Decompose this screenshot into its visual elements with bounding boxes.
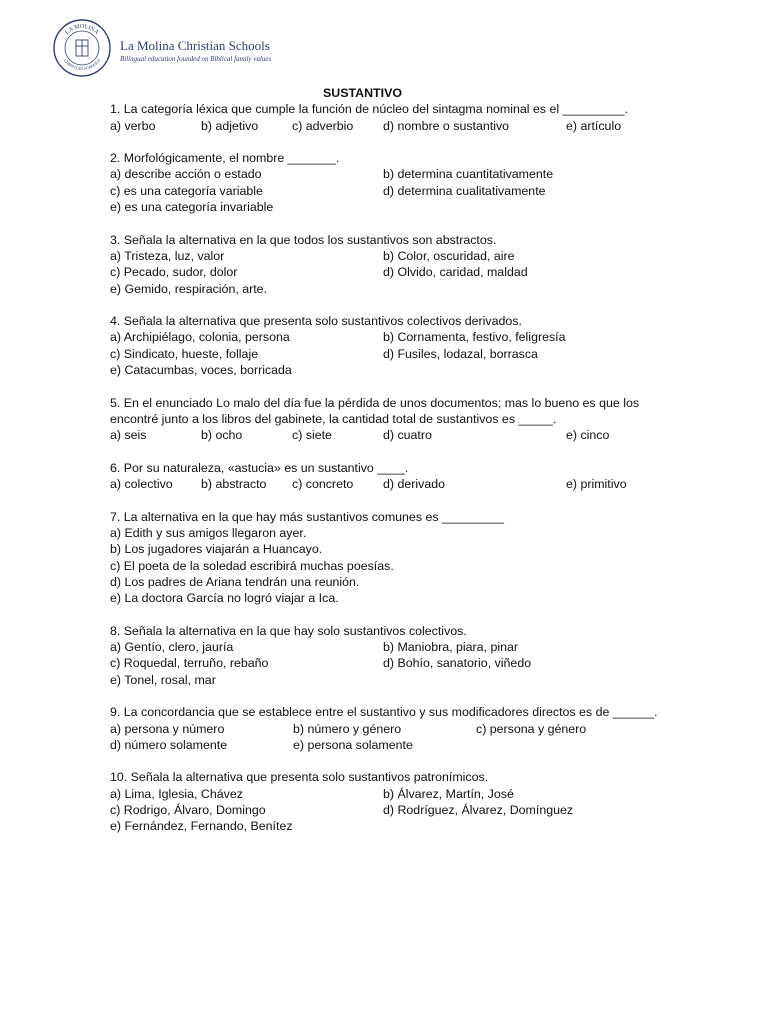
option-b: b) número y género <box>293 721 402 736</box>
school-tagline: Bilingual education founded on Biblical family values <box>120 55 272 63</box>
option-c: c) El poeta de la soledad escribirá muchas poesías. <box>110 558 394 573</box>
option-c: c) Pecado, sudor, dolor <box>110 265 238 280</box>
school-seal-icon <box>52 18 112 78</box>
option-d: d) número solamente <box>110 737 228 752</box>
option-a: a) Gentío, clero, jauría <box>110 640 234 655</box>
option-a: a) verbo <box>110 118 156 133</box>
option-list <box>110 427 670 443</box>
question-1 <box>110 101 670 134</box>
option-d: d) nombre o sustantivo <box>383 118 510 133</box>
option-a: a) Archipiélago, colonia, persona <box>110 330 290 345</box>
option-e: e) es una categoría invariable <box>110 200 274 215</box>
question-stem: 1. La categoría léxica que cumple la función de núcleo del sintagma nominal es el _________. <box>110 102 628 117</box>
question-3 <box>110 232 670 297</box>
option-e: e) Tonel, rosal, mar <box>110 672 216 687</box>
option-e: e) primitivo <box>566 477 627 492</box>
question-stem: 7. La alternativa en la que hay más sustantivos comunes es _________ <box>110 509 505 524</box>
option-d: d) cuatro <box>383 428 432 443</box>
option-b: b) adjetivo <box>201 118 259 133</box>
option-a: a) Tristeza, luz, valor <box>110 248 225 263</box>
question-stem: 6. Por su naturaleza, «astucia» es un sustantivo ____. <box>110 460 409 475</box>
option-b: b) Color, oscuridad, aire <box>383 248 515 263</box>
option-c: c) Rodrigo, Álvaro, Domingo <box>110 803 266 818</box>
option-e: e) persona solamente <box>293 737 413 752</box>
option-c: c) concreto <box>292 477 354 492</box>
seal-top-text: LA MOLINA <box>64 23 100 36</box>
option-b: b) Álvarez, Martín, José <box>383 786 514 801</box>
option-c: c) adverbio <box>292 118 354 133</box>
question-10 <box>110 769 670 834</box>
option-e: e) Gemido, respiración, arte. <box>110 281 268 296</box>
option-c: c) siete <box>292 428 332 443</box>
question-6 <box>110 460 670 493</box>
option-c: c) Sindicato, hueste, follaje <box>110 346 259 361</box>
option-e: e) La doctora García no logró viajar a Ica. <box>110 591 339 606</box>
school-name: La Molina Christian Schools <box>120 38 270 53</box>
option-list <box>110 786 670 835</box>
option-c: c) es una categoría variable <box>110 183 263 198</box>
option-d: d) Olvido, caridad, maldad <box>383 265 528 280</box>
option-d: d) Rodríguez, Álvarez, Domínguez <box>383 803 574 818</box>
question-stem: 5. En el enunciado Lo malo del día fue la pérdida de unos documentos; mas lo bueno es que los encontré junto a los libros del gabinete, la cantidad total de sustantivos es _____. <box>110 395 640 426</box>
option-e: e) Catacumbas, voces, borricada <box>110 363 292 378</box>
option-list <box>110 248 670 297</box>
question-9 <box>110 704 670 753</box>
question-5 <box>110 395 670 444</box>
option-e: e) cinco <box>566 428 610 443</box>
option-list <box>110 476 670 492</box>
option-b: b) Los jugadores viajarán a Huancayo. <box>110 542 323 557</box>
question-stem: 10. Señala la alternativa que presenta solo sustantivos patronímicos. <box>110 770 489 785</box>
worksheet-title: SUSTANTIVO <box>323 86 402 100</box>
question-7 <box>110 509 670 607</box>
option-a: a) persona y número <box>110 721 225 736</box>
question-8 <box>110 623 670 688</box>
option-d: d) Bohío, sanatorio, viñedo <box>383 656 532 671</box>
question-stem: 9. La concordancia que se establece entre el sustantivo y sus modificadores directos es de ______. <box>110 705 658 720</box>
option-d: d) determina cualitativamente <box>383 183 546 198</box>
option-list <box>110 639 670 688</box>
option-a: a) Edith y sus amigos llegaron ayer. <box>110 526 307 541</box>
question-4 <box>110 313 670 378</box>
option-list <box>110 118 670 134</box>
question-stem: 3. Señala la alternativa en la que todos los sustantivos son abstractos. <box>110 232 497 247</box>
option-d: d) Fusiles, lodazal, borrasca <box>383 346 538 361</box>
option-b: b) Cornamenta, festivo, feligresía <box>383 330 566 345</box>
option-b: b) determina cuantitativamente <box>383 167 554 182</box>
seal-bottom-text: CHRISTIAN SCHOOLS <box>62 57 102 72</box>
option-e: e) Fernández, Fernando, Benítez <box>110 819 293 834</box>
school-logo <box>52 18 292 78</box>
question-2 <box>110 150 670 215</box>
option-list <box>110 721 670 754</box>
question-stem: 4. Señala la alternativa que presenta solo sustantivos colectivos derivados. <box>110 314 522 329</box>
question-stem: 2. Morfológicamente, el nombre _______. <box>110 151 340 166</box>
option-d: d) Los padres de Ariana tendrán una reunión. <box>110 574 360 589</box>
option-a: a) Lima, Iglesia, Chávez <box>110 786 243 801</box>
worksheet <box>110 85 670 851</box>
option-list <box>110 329 670 378</box>
option-c: c) persona y género <box>476 721 587 736</box>
option-a: a) seis <box>110 428 147 443</box>
option-d: d) derivado <box>383 477 445 492</box>
option-a: a) colectivo <box>110 477 173 492</box>
option-list <box>110 166 670 215</box>
option-e: e) artículo <box>566 118 622 133</box>
option-b: b) abstracto <box>201 477 267 492</box>
question-stem: 8. Señala la alternativa en la que hay solo sustantivos colectivos. <box>110 623 467 638</box>
option-b: b) Maniobra, piara, pinar <box>383 640 518 655</box>
option-a: a) describe acción o estado <box>110 167 262 182</box>
option-b: b) ocho <box>201 428 243 443</box>
option-c: c) Roquedal, terruño, rebaño <box>110 656 269 671</box>
